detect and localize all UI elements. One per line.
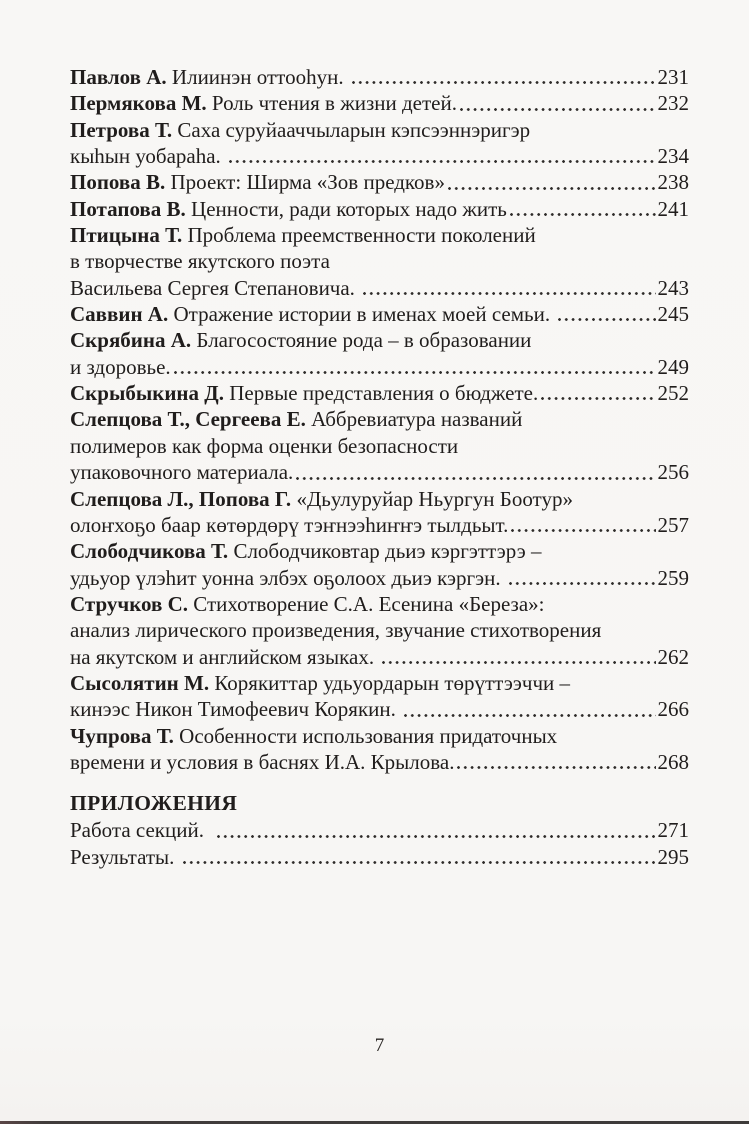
toc-line (70, 644, 689, 670)
toc-title-text: Проблема преемственности поколений (182, 223, 536, 248)
dot-leader (352, 81, 656, 84)
toc-page-number: 262 (657, 644, 689, 669)
toc-title-text: Работа секций. (70, 818, 215, 843)
toc-title-text: в творчестве якутского поэта (70, 249, 330, 274)
dot-leader (363, 292, 655, 295)
toc-line (70, 117, 689, 143)
dot-leader (382, 661, 655, 664)
toc-line (70, 565, 689, 591)
toc-title-text: олоҥхоҕо баар көтөрдөрү тэҥнээһиҥҥэ тылдьыт. (70, 512, 509, 537)
toc-title-text: Роль чтения в жизни детей. (206, 91, 457, 116)
toc-page-number: 245 (657, 302, 689, 327)
toc-title-text: Стихотворение С.А. Есенина «Береза»: (188, 591, 545, 616)
dot-leader (217, 835, 655, 838)
dot-leader (448, 187, 656, 190)
toc-title-text: Саха суруйааччыларын кэпсээннэригэр (172, 117, 531, 142)
toc-line (70, 327, 689, 353)
toc-page-number: 243 (657, 275, 689, 300)
toc-title-text: Благосостояние рода – в образовании (191, 328, 532, 353)
appendix-section (70, 790, 689, 870)
toc-line (70, 222, 689, 248)
toc-line (70, 538, 689, 564)
toc-page-number: 234 (657, 144, 689, 169)
toc-author: Слободчикова Т. (70, 539, 229, 564)
toc-line (70, 301, 689, 327)
dot-leader (229, 160, 655, 163)
toc-page-number: 259 (657, 565, 689, 590)
toc-title-text: и здоровье. (70, 354, 171, 379)
toc-title-text: полимеров как форма оценки безопасности (70, 433, 459, 458)
toc-line (70, 380, 689, 406)
toc-line (70, 90, 689, 116)
dot-leader (541, 397, 655, 400)
toc-title-text: анализ лирического произведения, звучание стихотворения (70, 618, 602, 643)
toc-author: Попова В. (70, 170, 166, 195)
toc-title-text: времени и условия в баснях И.А. Крылова. (70, 749, 455, 774)
toc-author: Скрябина А. (70, 328, 192, 353)
dot-leader (174, 371, 656, 374)
toc-line (70, 486, 689, 512)
toc-line (70, 169, 689, 195)
toc-author: Потапова В. (70, 196, 186, 221)
toc-line (70, 196, 689, 222)
dot-leader (183, 861, 656, 864)
toc-line (70, 670, 689, 696)
toc-title-text: Илиинэн оттооһун. (166, 65, 349, 89)
dot-leader (296, 477, 655, 480)
toc-line (70, 143, 689, 169)
toc-page-number: 256 (657, 460, 689, 485)
toc-line (70, 591, 689, 617)
appendix-header: ПРИЛОЖЕНИЯ (70, 791, 238, 816)
toc-page-number: 266 (657, 697, 689, 722)
toc-page-number: 271 (657, 818, 689, 843)
toc-title-text: «Дьулуруйар Ньургун Боотур» (291, 486, 573, 511)
toc-author: Сысолятин М. (70, 670, 210, 695)
toc-title-text: Корякиттар удьуордарын төрүттээччи – (209, 670, 571, 695)
table-of-contents (70, 64, 689, 870)
toc-title-text: кыһын уобараһа. (70, 144, 227, 169)
toc-page-number: 295 (657, 844, 689, 869)
toc-author: Пермякова М. (70, 91, 207, 116)
toc-title-text: Отражение истории в именах моей семьи. (168, 302, 556, 327)
toc-title-text: Ценности, ради которых надо жить (185, 196, 507, 221)
toc-title-text: Слободчиковтар дьиэ кэргэттэрэ – (228, 539, 542, 564)
toc-line (70, 512, 689, 538)
toc-author: Стручков С. (70, 591, 189, 616)
toc-title-text: удьуор үлэһит уонна элбэх оҕолоох дьиэ кэргэн. (70, 565, 506, 590)
toc-page-number: 238 (657, 170, 689, 195)
toc-page-number: 268 (657, 749, 689, 774)
dot-leader (404, 714, 655, 717)
toc-author: Скрыбыкина Д. (70, 381, 224, 406)
toc-page-number: 257 (657, 512, 689, 537)
toc-page-number: 231 (657, 65, 689, 89)
dot-leader (511, 529, 655, 532)
dot-leader (509, 582, 656, 585)
toc-line (70, 406, 689, 432)
toc-line (70, 696, 689, 722)
toc-title-text: кинээс Никон Тимофеевич Корякин. (70, 697, 402, 722)
appendix-entries (70, 817, 689, 870)
toc-line (70, 354, 689, 380)
toc-line (70, 617, 689, 643)
toc-entries (70, 64, 689, 775)
toc-title-text: Аббревиатура названий (305, 407, 523, 432)
toc-line (70, 459, 689, 485)
toc-page-number: 232 (657, 91, 689, 116)
toc-line (70, 248, 689, 274)
toc-line (70, 433, 689, 459)
toc-title-text: Васильева Сергея Степановича. (70, 275, 361, 300)
toc-page-number: 252 (657, 381, 689, 406)
toc-page-number: 241 (657, 196, 689, 221)
toc-author: Слепцова Л., Попова Г. (70, 486, 292, 511)
toc-author: Чупрова Т. (70, 723, 174, 748)
toc-line (70, 817, 689, 843)
toc-title-text: Результаты. (70, 844, 180, 869)
dot-leader (558, 318, 655, 321)
toc-author: Саввин А. (70, 302, 169, 327)
toc-line (70, 64, 689, 90)
page-number: 7 (374, 1035, 385, 1056)
toc-author: Птицына Т. (70, 223, 183, 248)
toc-line (70, 844, 689, 870)
toc-title-text: Первые представления о бюджете. (223, 381, 539, 406)
page-footer (70, 1034, 689, 1058)
toc-line (70, 749, 689, 775)
toc-title-text: Особенности использования придаточных (173, 723, 558, 748)
dot-leader (457, 766, 655, 769)
toc-title-text: упаковочного материала. (70, 460, 294, 485)
toc-title-text: Проект: Ширма «Зов предков» (165, 170, 445, 195)
toc-title-text: на якутском и английском языках. (70, 644, 380, 669)
dot-leader (510, 213, 656, 216)
toc-line (70, 723, 689, 749)
toc-line (70, 275, 689, 301)
dot-leader (460, 108, 656, 111)
toc-author: Петрова Т. (70, 117, 173, 142)
toc-author: Слепцова Т., Сергеева Е. (70, 407, 306, 432)
toc-page-number: 249 (657, 354, 689, 379)
toc-author: Павлов А. (70, 65, 167, 89)
